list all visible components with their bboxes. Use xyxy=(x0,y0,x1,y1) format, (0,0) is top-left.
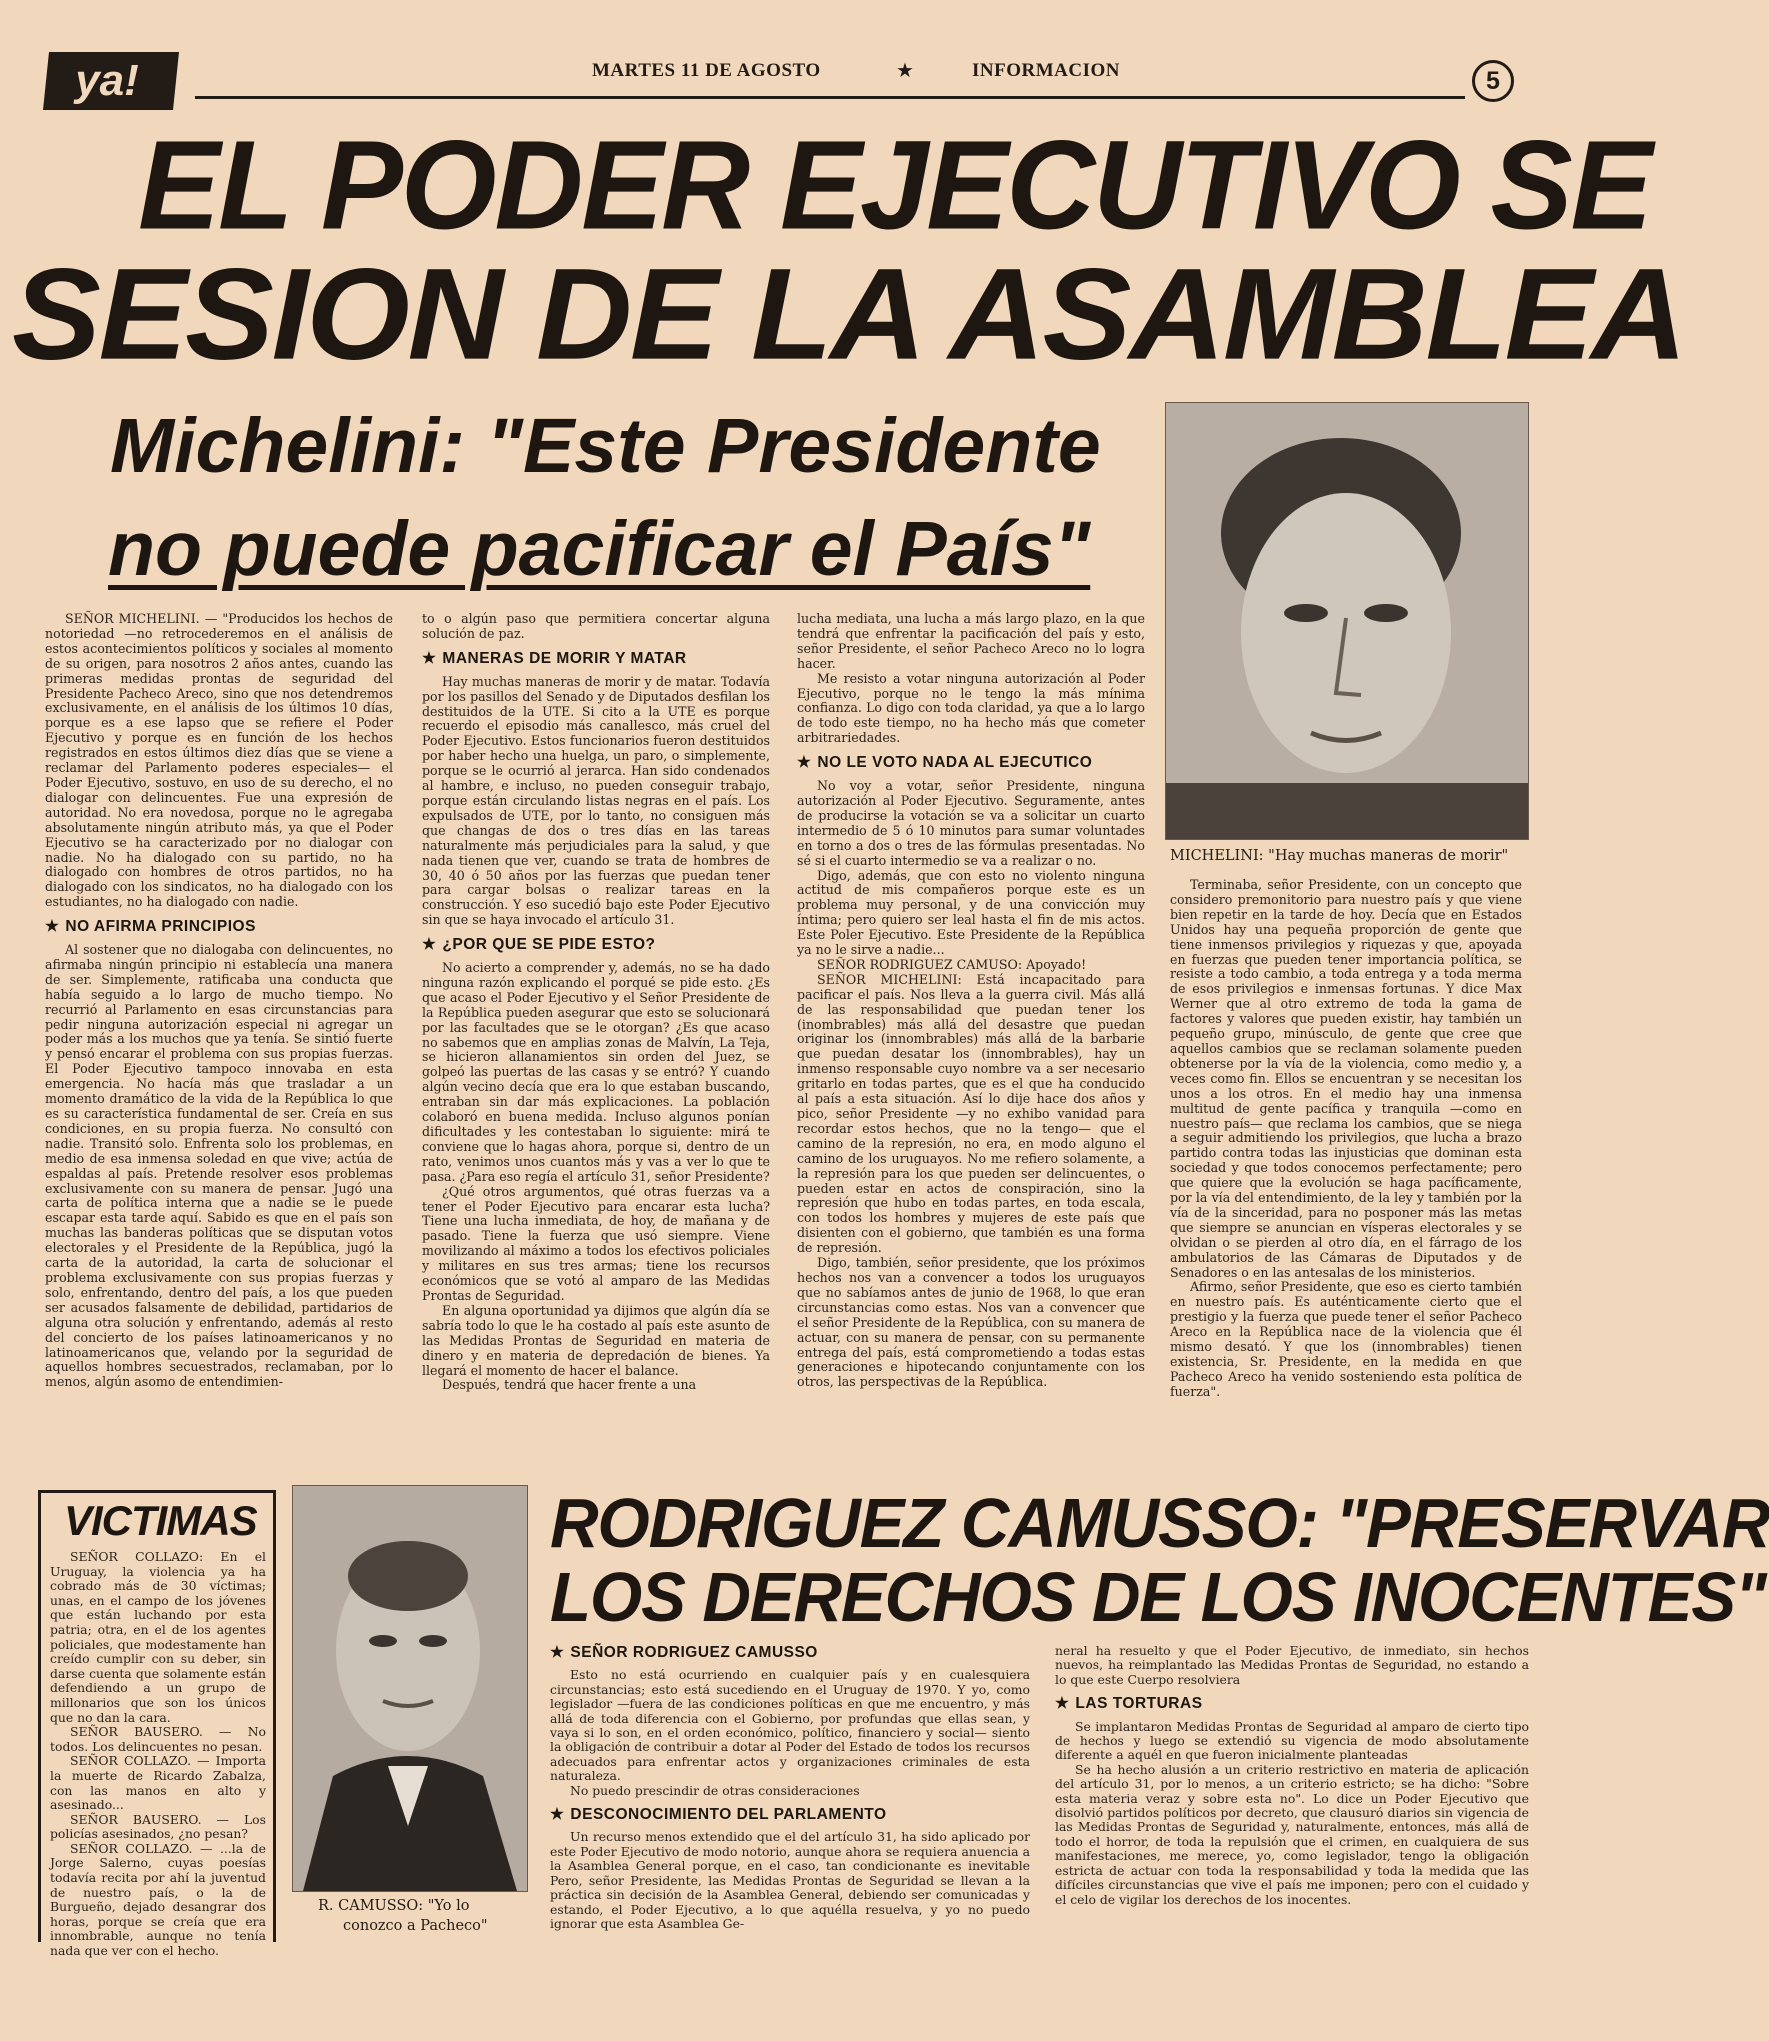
star-icon: ★ xyxy=(1055,1695,1070,1713)
subheading-text: MANERAS DE MORIR Y MATAR xyxy=(442,649,687,667)
star-icon: ★ xyxy=(550,1806,565,1824)
article-paragraph: Me resisto a votar ninguna autorización al Poder Ejecutivo, porque no le tengo la más mínima confianza. Lo digo con toda claridad, ya que a lo largo de todo este tiempo, no ha hecho más que cometer arbitrariedades. xyxy=(797,670,1145,746)
camusso-photo xyxy=(292,1485,528,1892)
article-paragraph: Digo, también, señor presidente, que los próximos hechos nos van a convencer a todos los uruguayos que no sabíamos antes de junio de 1968, lo que eran circunstancias como estas. Nos van a convencer que el señor Presidente de la República, con su manera de actuar, con su manera de pensar, con su permanente entrega del país, está comprometiendo a todas estas generaciones e hipotecando conjuntamente con los otros, las perspectivas de la República. xyxy=(797,1255,1145,1390)
article-paragraph: En alguna oportunidad ya dijimos que algún día se sabría todo lo que le ha costado al país este asunto de las Medidas Prontas de Seguridad en materia de dinero y en materia de depredación de bienes. Ya llegará el momento de hacer el balance. xyxy=(422,1302,770,1378)
article-paragraph: Se implantaron Medidas Prontas de Seguridad al amparo de cierto tipo de hechos y luego se extendió su vigencia de modo absolutamente diferente a aquél en que fueron inicialmente planteadas xyxy=(1055,1718,1529,1763)
article1-column-4 xyxy=(1170,878,1522,1460)
headline-line-1: EL PODER EJECUTIVO SE xyxy=(138,114,1651,256)
article-paragraph: to o algún paso que permitiera concertar alguna solución de paz. xyxy=(422,611,770,641)
article-paragraph: Al sostener que no dialogaba con delincuentes, no afirmaba ningún principio ni establecía una manera de ser. Simplemente, ratificaba una conducta que había seguido a lo largo de mucho tiempo. No recurrió al Parlamento en esas circunstancias para pedir ninguna autorización especial ni agregar un poder más a los muchos que ya tenía. Se sintió fuerte y pensó encarar el problema con sus propias fuerzas. El Poder Ejecutivo tampoco innovaba en esta emergencia. No hacía más que trasladar a un momento dramático de la vida de la República lo que es su característica fundamental de ser. Creía en sus condiciones, en su propia fuerza. No consultó con nadie. Transitó solo. Enfrenta solo los problemas, en medio de esa inmensa soledad en que vive; actúa de espaldas al país. Pretende resolver esos problemas exclusivamente con su manera de pensar. Jugó una carta de política interna que a nadie se le puede escapar esta tarde aquí. Sabido es que en el país son muchas las banderas políticas que se disputan votos electorales y el Presidente de la República, jugó la carta de la autoridad, la carta de solucionar el problema exclusivamente con sus propias fuerzas y solo, enfrentando, dentro del país, a los que pueden ser acusados falsamente de debilidad, partidarios de alguna otra solución y enfrentando, además al resto del concierto de los países latinoamericanos y no latinoamericanos que, velando por la seguridad de aquellos hombres secuestrados, reclamaban, por lo menos, algún asomo de entendimien- xyxy=(45,942,393,1390)
article-paragraph: neral ha resuelto y que el Poder Ejecutivo, de inmediato, sin hechos nuevos, ha reimplantado las Medidas Prontas de Seguridad, no estando a lo que este Cuerpo resolviera xyxy=(1055,1643,1529,1687)
camusso-caption-line-2: conozco a Pacheco" xyxy=(343,1918,488,1934)
article-paragraph: No acierto a comprender y, además, no se ha dado ninguna razón explicando el porqué se pide esto. ¿Es que acaso el Poder Ejecutivo y el Señor Presidente de la República pueden asegurar que esto se solucionará por las facultades que se le otorgan? ¿Es que acaso no sabemos que en amplias zonas de Malvín, La Teja, se hicieron allanamientos sin orden del Juez, se golpeó las puertas de las casas y se entró? Y cuando algún vecino decía que era lo que estaban buscando, entraban sin dar más explicaciones. La población colaboró en buena medida. Incluso algunos ponían dificultades y les contestaban lo siguiente: mirá te conviene que lo hagas ahora, porque si, dentro de un rato, venimos unos cuantos más y vas a ver lo que te pasa. ¿Para eso regía el artículo 31, señor Presidente? xyxy=(422,960,770,1184)
star-icon: ★ xyxy=(45,918,60,936)
article1-column-1 xyxy=(45,612,393,1460)
article-paragraph: Hay muchas maneras de morir y de matar. Todavía por los pasillos del Senado y de Diputados desfilan los destituidos de la UTE. Si cito a la UTE es porque recuerdo el episodio más canallesco, más cruel del Poder Ejecutivo. Estos funcionarios fueron destituidos por haber hecho una huelga, un paro, o simplemente, porque se le ocurrió al jerarca. Han sido condenados al hambre, e incluso, no pueden conseguir trabajo, porque están circulando listas negras en el país. Los expulsados de UTE, por lo tanto, no consiguen más que changas de dos o tres días en las tareas naturalmente más perjudiciales para la salud, y que nada tienen que ver, cuando se trata de hombres de 30, 40 ó 50 años por las fuerzas que puedan tener para cargar bolsas o realizar tareas en la construcción. Y eso sucedió bajo este Poder Ejecutivo sin que se haya invocado el artículo 31. xyxy=(422,673,770,928)
star-icon: ★ xyxy=(550,1644,565,1661)
michelini-photo xyxy=(1165,402,1529,840)
victimas-title: VICTIMAS xyxy=(64,1497,257,1544)
masthead-star-icon: ★ xyxy=(896,58,914,82)
subheading-text: NO AFIRMA PRINCIPIOS xyxy=(65,918,256,936)
article-paragraph: lucha mediata, una lucha a más largo plazo, en la que tendrá que enfrentar la pacificación del país y esto, señor Presidente, el señor Pacheco Areco no lo logra hacer. xyxy=(797,611,1145,671)
article2-column-1 xyxy=(550,1636,1030,2028)
victimas-paragraph: SEÑOR BAUSERO. — Los policías asesinados, ¿no pesan? xyxy=(50,1811,266,1842)
logo-text: ya! xyxy=(75,56,139,105)
article2-headline-line-2: LOS DERECHOS DE LOS INOCENTES" xyxy=(550,1558,1766,1637)
section-subheading xyxy=(422,938,770,953)
subhead-line-2: no puede pacificar el País" xyxy=(108,506,1091,592)
victimas-paragraph: SEÑOR COLLAZO. — Importa la muerte de Ricardo Zabalza, con las manos en alto y asesinado... xyxy=(50,1753,266,1813)
section-subheading xyxy=(797,756,1145,771)
michelini-photo-caption: MICHELINI: "Hay muchas maneras de morir" xyxy=(1170,848,1509,864)
article2-headline-line-1: RODRIGUEZ CAMUSSO: "PRESERVAR xyxy=(550,1484,1769,1563)
victimas-paragraph: SEÑOR BAUSERO. — No todos. Los delincuentes no pesan. xyxy=(50,1724,266,1754)
ya-logo xyxy=(43,50,181,112)
section-subheading xyxy=(550,1646,1030,1660)
page-number-badge xyxy=(1472,60,1514,102)
camusso-caption-line-1: R. CAMUSSO: "Yo lo xyxy=(318,1898,470,1914)
article-paragraph: Afirmo, señor Presidente, que eso es cierto también en nuestro país. Es auténticamente cierto que el prestigio y la fuerza que puede tener el señor Pacheco Areco en la República nace de la violencia que él mismo desató. Y que los (innombrables) tienen existencia, Sr. Presidente, en la medida en que Pacheco Areco ha venido sosteniendo esta política de fuerza". xyxy=(1170,1279,1522,1399)
masthead-date: MARTES 11 DE AGOSTO xyxy=(592,60,821,81)
subheading-text: DESCONOCIMIENTO DEL PARLAMENTO xyxy=(570,1806,887,1824)
victimas-paragraph: SEÑOR COLLAZO. — ...la de Jorge Salerno, cuyas poesías todavía recita por ahí la juventud de nuestro país, o la de Burgueño, dejado desangrar dos horas, porque se creía que era innombrable, aunque no tenía nada que ver con el hecho. xyxy=(50,1840,266,1959)
section-subheading xyxy=(422,649,770,667)
portrait-image xyxy=(293,1486,527,1891)
article-paragraph: SEÑOR MICHELINI: Está incapacitado para pacificar el país. Nos lleva a la guerra civil. Más allá de las responsabilidad que puedan tener los (inombrables) más allá del desastre que puedan originar los (innombrables) más allá de la barbarie que puedan desatar los (innombrables), hay un inmenso responsable cuyo nombre va a ser necesario gritarlo en todas partes, que es el que ha conducido al país a esta situación. Así lo dije hace dos años y pico, señor Presidente —y no exhibo vanidad para recordar estos hechos, que no la tengo— que el camino de la represión, no era, en modo alguno el camino de los uruguayos. No me refiero solamente, a la represión para los que pueden ser delincuentes, o pueden estar en actos de conspiración, sino la represión que hubo en todas partes, en toda escala, con todos los hombres y mujeres de este país que disienten con el gobierno, que también es una forma de represión. xyxy=(797,971,1145,1256)
masthead-rule xyxy=(195,96,1465,99)
subheading-text: ¿POR QUE SE PIDE ESTO? xyxy=(442,936,656,954)
article-paragraph: SEÑOR RODRIGUEZ CAMUSO: Apoyado! xyxy=(817,956,1087,972)
portrait-image xyxy=(1166,403,1528,839)
section-subheading xyxy=(45,920,393,935)
article1-column-3 xyxy=(797,612,1145,1460)
subheading-text: NO LE VOTO NADA AL EJECUTICO xyxy=(817,754,1093,772)
masthead-section: INFORMACION xyxy=(972,60,1120,81)
article2-column-2 xyxy=(1055,1644,1529,2028)
article-paragraph: SEÑOR MICHELINI. — "Producidos los hechos de notoriedad —no retrocederemos en el análisis de estos acontecimientos políticos y sociales al momento de su origen, para nosotros 2 años antes, cuando las primeras medidas prontas de seguridad del Presidente Pacheco Areco, sino que nos detendremos exclusivamente, en el análisis de los últimos 10 días, porque es a ese lapso que se refiere el Poder Ejecutivo y porque es en función de los hechos registrados en estos últimos diez días que se viene a reclamar del Parlamento poderes especiales— el Poder Ejecutivo, sostuvo, en uso de su derecho, el no dialogar con delincuentes. Fue una expresión de autoridad. No era novedosa, porque no le agregaba absolutamente ningún atributo más, ya que el Poder Ejecutivo se ha caracterizado por no dialogar con nadie. No ha dialogado con su partido, no ha dialogado con hombres de otros partidos, no ha dialogado con los sindicatos, no ha dialogado con los estudiantes, no ha dialogado con nadie. xyxy=(45,611,393,910)
article1-column-2 xyxy=(422,612,770,1460)
headline-line-2: SESION DE LA ASAMBLEA xyxy=(12,241,1685,387)
article-paragraph: ¿Qué otros argumentos, qué otras fuerzas va a tener el Poder Ejecutivo para encarar esta lucha? Tiene una lucha inmediata, de hoy, de mañana y de pasado. Tiene la fuerza que usó siempre. Viene movilizando al máximo a todos los efectivos policiales y militares en sus tres armas; tiene los recursos económicos que se votó al amparo de las Medidas Prontas de Seguridad. xyxy=(422,1183,770,1303)
article-paragraph: Terminaba, señor Presidente, con un concepto que considero premonitorio para nuestro país y que viene bien repetir en la tarde de hoy. Decía que en Estados Unidos hay una pequeña proporción de gente que tiene inmensos privilegios y riquezas y que, apoyada en fuerzas que pueden tener importancia política, se resiste a todo cambio, a toda entrega y a toda merma de esos privilegios e inmensas fortunas. Y dice Max Werner que al otro extremo de toda la gama de factores y valores que pueden existir, hay también un pequeño grupo, minúsculo, de gente que cree que aquellos cambios que se reclaman solamente pueden obtenerse por la vía de la violencia, como medio y, a veces como fin. Ellos se encuentran y se necesitan los unos a los otros. En el medio hay una inmensa multitud de gente pacífica y tranquila —como en nuestro país— que reclama los cambios, que se niega a seguir admitiendo los privilegios, que lucha a brazo partido contra todas las injusticias que dominan esta sociedad y que todos conocemos perfectamente; pero que quiere que la evolución se haga pacíficamente, por la vía del entendimiento, de la ley y también por la vía de la sinceridad, para no posponer más las metas que siempre se anuncian en vísperas electorales y se olvidan o se pierden al otro día, en el fárrago de los ambulatorios de las Cámaras de Diputados y de Senadores o en las antesalas de los ministerios. xyxy=(1170,877,1522,1280)
page-number: 5 xyxy=(1486,67,1500,95)
article-paragraph: No voy a votar, señor Presidente, ninguna autorización al Poder Ejecutivo. Seguramente, antes de producirse la votación se va a solicitar un cuarto intermedio de 5 ó 10 minutos para sumar voluntades en torno a dos o tres de las fórmulas presentadas. No sé si el cuarto intermedio se va a realizar o no. xyxy=(797,778,1145,868)
article-paragraph: Se ha hecho alusión a un criterio restrictivo en materia de aplicación del artículo 31, por lo menos, a un criterio estricto; se ha dicho: "Sobre esta materia veraz y sobre esta no". Lo dice un Poder Ejecutivo que disolvió partidos políticos por decreto, que clausuró diarios sin vigencia de las Medidas Prontas de Seguridad y, naturalmente, entonces, más allá de todo el horror, de toda la repulsión que el crimen, en cualquiera de sus manifestaciones, me merece, yo, como legislador, tengo la obligación estricta de actuar con toda la responsabilidad y toda la medida que las difíciles circunstancias que vive el país me imponen; pero con el cuidado y el celo de vigilar los derechos de los inocentes. xyxy=(1055,1761,1529,1907)
subheading-text: SEÑOR RODRIGUEZ CAMUSSO xyxy=(570,1644,818,1661)
star-icon: ★ xyxy=(422,649,437,667)
star-icon: ★ xyxy=(422,936,437,954)
subhead-line-1: Michelini: "Este Presidente xyxy=(110,403,1101,489)
section-subheading xyxy=(1055,1697,1529,1711)
article-paragraph: Esto no está ocurriendo en cualquier país y en cualesquiera circunstancias; esto está sucediendo en el Uruguay de 1970. Y yo, como legislador —fuera de las condiciones políticas en que me encuentro, y más allá de toda diferencia con el Gobierno, por profundas que ellas sean, y vaya si lo son, en el orden económico, político, financiero y social— siento la obligación de contribuir a dotar al Poder del Estado de todos los recursos adecuados para enfrentar actos y organizaciones criminales de esta naturaleza. xyxy=(550,1667,1030,1784)
victimas-paragraph: SEÑOR COLLAZO: En el Uruguay, la violencia ya ha cobrado más de 30 víctimas; unas, en el campo de los jóvenes que están luchando por esta patria; otra, en el de los agentes policiales, que modestamente han creído cumplir con su deber, sin darse cuenta que solamente están defendiendo a un grupo de millonarios que son los únicos que no dan la cara. xyxy=(50,1549,266,1725)
article-paragraph: Digo, además, que con esto no violento ninguna actitud de mis compañeros porque este es un problema muy personal, y de una convicción muy íntima; pero quiero ser leal hasta el fin de mis actos. Este Poler Ejecutivo. Este Presidente de la República ya no le sirve a nadie... xyxy=(797,867,1145,958)
victimas-text xyxy=(50,1549,266,1959)
section-subheading xyxy=(550,1808,1030,1822)
star-icon: ★ xyxy=(797,754,812,772)
article-paragraph: Un recurso menos extendido que el del artículo 31, ha sido aplicado por este Poder Ejecutivo de modo notorio, aunque ahora se requiera anuencia a la Asamblea General porque, en el caso, tan condicionante es inevitable Pero, señor Presidente, las Medidas Prontas de Seguridad se llevan a la práctica sin decisión de la Asamblea General, debiendo ser comunicadas y estando, el Poder Ejecutivo, a lo que aquélla resuelva, y yo no puedo ignorar que esta Asamblea Ge- xyxy=(550,1829,1030,1931)
article-paragraph: No puedo prescindir de otras consideraciones xyxy=(570,1782,860,1798)
subheading-text: LAS TORTURAS xyxy=(1075,1695,1203,1713)
article-paragraph: Después, tendrá que hacer frente a una xyxy=(442,1377,697,1393)
